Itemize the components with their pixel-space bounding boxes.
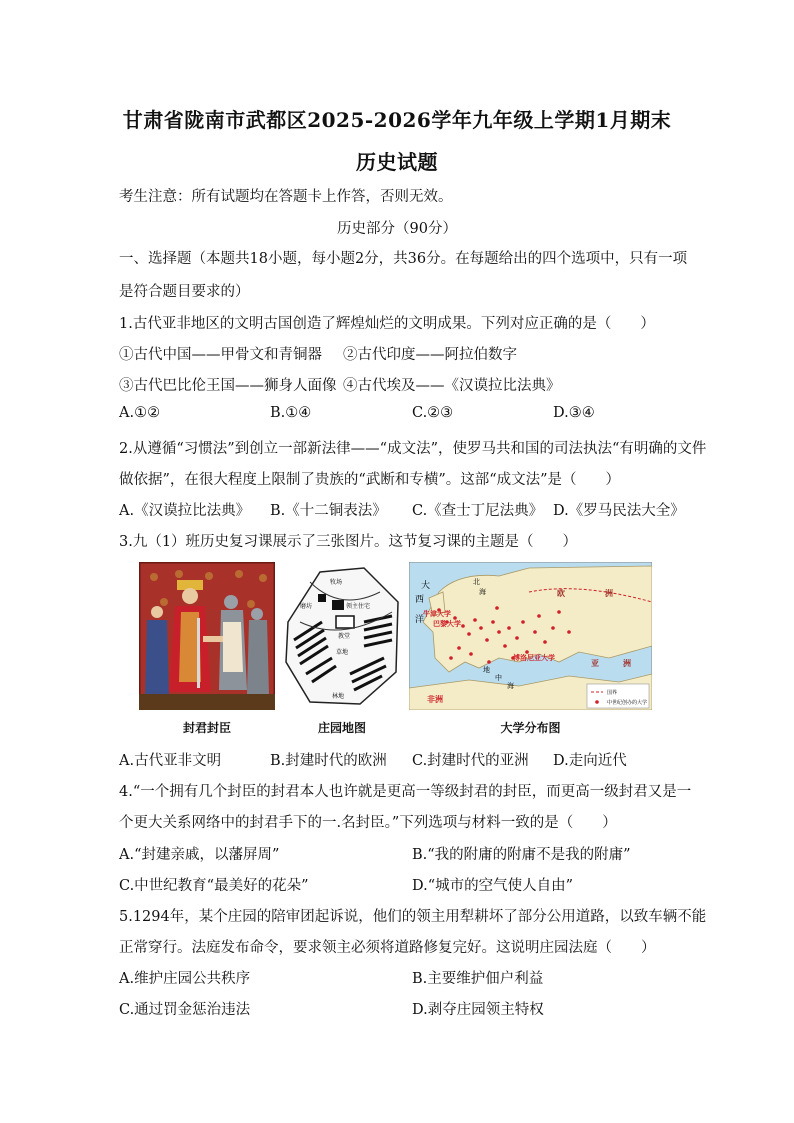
map-label-northsea-1: 北 <box>473 578 480 586</box>
map-label-bologna: 博洛尼亚大学 <box>513 654 555 662</box>
manor-label-house: 领主住宅 <box>346 603 371 610</box>
map-label-africa: 非洲 <box>427 695 443 704</box>
q4-option-a[interactable]: A.“封建亲戚，以藩屏周” <box>119 847 280 863</box>
caption-lord-vassal: 封君封臣 <box>182 721 231 735</box>
legend-university-label: 中世纪创办的大学 <box>607 700 648 706</box>
q4-option-c[interactable]: C.中世纪教育“最美好的花朵” <box>119 878 309 894</box>
q3-option-c[interactable]: C.封建时代的亚洲 <box>412 753 529 769</box>
map-label-atlantic-3: 洋 <box>415 615 425 625</box>
part1-instruction-line1: 一、选择题（本题共18小题，每小题2分，共36分。在每题给出的四个选项中，只有一项 <box>119 251 688 267</box>
map-label-med-1: 地 <box>483 666 490 674</box>
q2-stem-line1: 2.从遵循“习惯法”到创立一部新法律——“成文法”，使罗马共和国的司法执法“有明确的文件 <box>119 441 707 457</box>
map-label-paris: 巴黎大学 <box>433 620 461 628</box>
q2-option-d[interactable]: D.《罗马民法大全》 <box>553 503 685 519</box>
q1-option-a[interactable]: A.①② <box>119 405 161 421</box>
map-label-atlantic-2: 西 <box>415 595 425 605</box>
q4-option-d[interactable]: D.“城市的空气使人自由” <box>412 878 574 894</box>
map-label-med-3: 海 <box>507 682 514 690</box>
q3-option-d[interactable]: D.走向近代 <box>553 753 627 769</box>
q4-option-b[interactable]: B.“我的附庸的附庸不是我的附庸” <box>412 847 631 863</box>
q3-stem: 3.九（1）班历史复习课展示了三张图片。这节复习课的主题是（ ） <box>119 534 578 550</box>
part1-instruction-line2: 是符合题目要求的） <box>119 284 250 300</box>
q1-item-2: ②古代印度——阿拉伯数字 <box>343 347 517 363</box>
map-label-oxford: 牛津大学 <box>423 610 451 618</box>
q5-option-b[interactable]: B.主要维护佃户利益 <box>412 971 544 987</box>
map-label-atlantic-1: 大 <box>421 581 431 591</box>
map-label-med-2: 中 <box>495 674 502 682</box>
section-title: 历史部分（90分） <box>337 221 457 237</box>
q1-item-1: ①古代中国——甲骨文和青铜器 <box>119 347 322 363</box>
q2-option-a[interactable]: A.《汉谟拉比法典》 <box>119 503 251 519</box>
q5-stem-line1: 5.1294年，某个庄园的陪审团起诉说，他们的领主用犁耕坏了部分公用道路，以致车辆不能 <box>119 909 707 925</box>
q5-option-c[interactable]: C.通过罚金惩治违法 <box>119 1002 251 1018</box>
manor-label-meadow: 草地 <box>336 649 349 656</box>
q1-option-c[interactable]: C.②③ <box>412 405 454 421</box>
map-label-asia-2: 洲 <box>623 659 631 668</box>
map-label-europe-1: 欧 <box>557 589 565 598</box>
manor-label-church: 教堂 <box>338 633 351 640</box>
university-map <box>409 562 652 710</box>
q2-stem-line2: 做依据”，在很大程度上限制了贵族的“武断和专横”。这部“成文法”是（ ） <box>119 472 621 488</box>
q1-item-3: ③古代巴比伦王国——狮身人面像 <box>119 378 337 394</box>
legend-university-dot <box>595 700 599 704</box>
exam-subtitle: 历史试题 <box>356 150 438 174</box>
manor-label-mill: 磨坊 <box>300 603 313 610</box>
manor-map <box>280 562 404 710</box>
q1-item-4: ④古代埃及——《汉谟拉比法典》 <box>343 378 561 394</box>
q4-stem-line1: 4.“一个拥有几个封臣的封君本人也许就是更高一等级封君的封臣，而更高一级封君又是一 <box>119 784 692 800</box>
q4-stem-line2: 个更大关系网络中的封君手下的一.名封臣。”下列选项与材料一致的是（ ） <box>119 815 617 831</box>
q5-option-d[interactable]: D.剥夺庄园领主特权 <box>412 1002 544 1018</box>
q2-option-c[interactable]: C.《查士丁尼法典》 <box>412 503 544 519</box>
q3-option-a[interactable]: A.古代亚非文明 <box>119 753 222 769</box>
caption-university-map: 大学分布图 <box>500 721 561 735</box>
q5-option-a[interactable]: A.维护庄园公共秩序 <box>119 971 251 987</box>
q1-option-d[interactable]: D.③④ <box>553 405 595 421</box>
manor-label-pasture: 牧场 <box>330 579 343 586</box>
map-label-asia-1: 亚 <box>591 659 599 668</box>
q2-option-b[interactable]: B.《十二铜表法》 <box>270 503 387 519</box>
q1-stem: 1.古代亚非地区的文明古国创造了辉煌灿烂的文明成果。下列对应正确的是（ ） <box>119 316 655 332</box>
manor-label-woods: 林地 <box>332 693 345 700</box>
q3-option-b[interactable]: B.封建时代的欧洲 <box>270 753 387 769</box>
map-label-northsea-2: 海 <box>479 588 486 596</box>
painting-lord-vassal <box>139 562 275 710</box>
exam-title: 甘肃省陇南市武都区2025-2026学年九年级上学期1月期末 <box>122 108 672 132</box>
q1-option-b[interactable]: B.①④ <box>270 405 312 421</box>
notice: 考生注意：所有试题均在答题卡上作答，否则无效。 <box>119 189 453 205</box>
caption-manor-map: 庄园地图 <box>317 721 366 735</box>
map-label-europe-2: 洲 <box>605 589 613 598</box>
q5-stem-line2: 正常穿行。法庭发布命令，要求领主必须将道路修复完好。这说明庄园法庭（ ） <box>119 940 656 956</box>
legend-border-label: 国界 <box>607 690 618 696</box>
